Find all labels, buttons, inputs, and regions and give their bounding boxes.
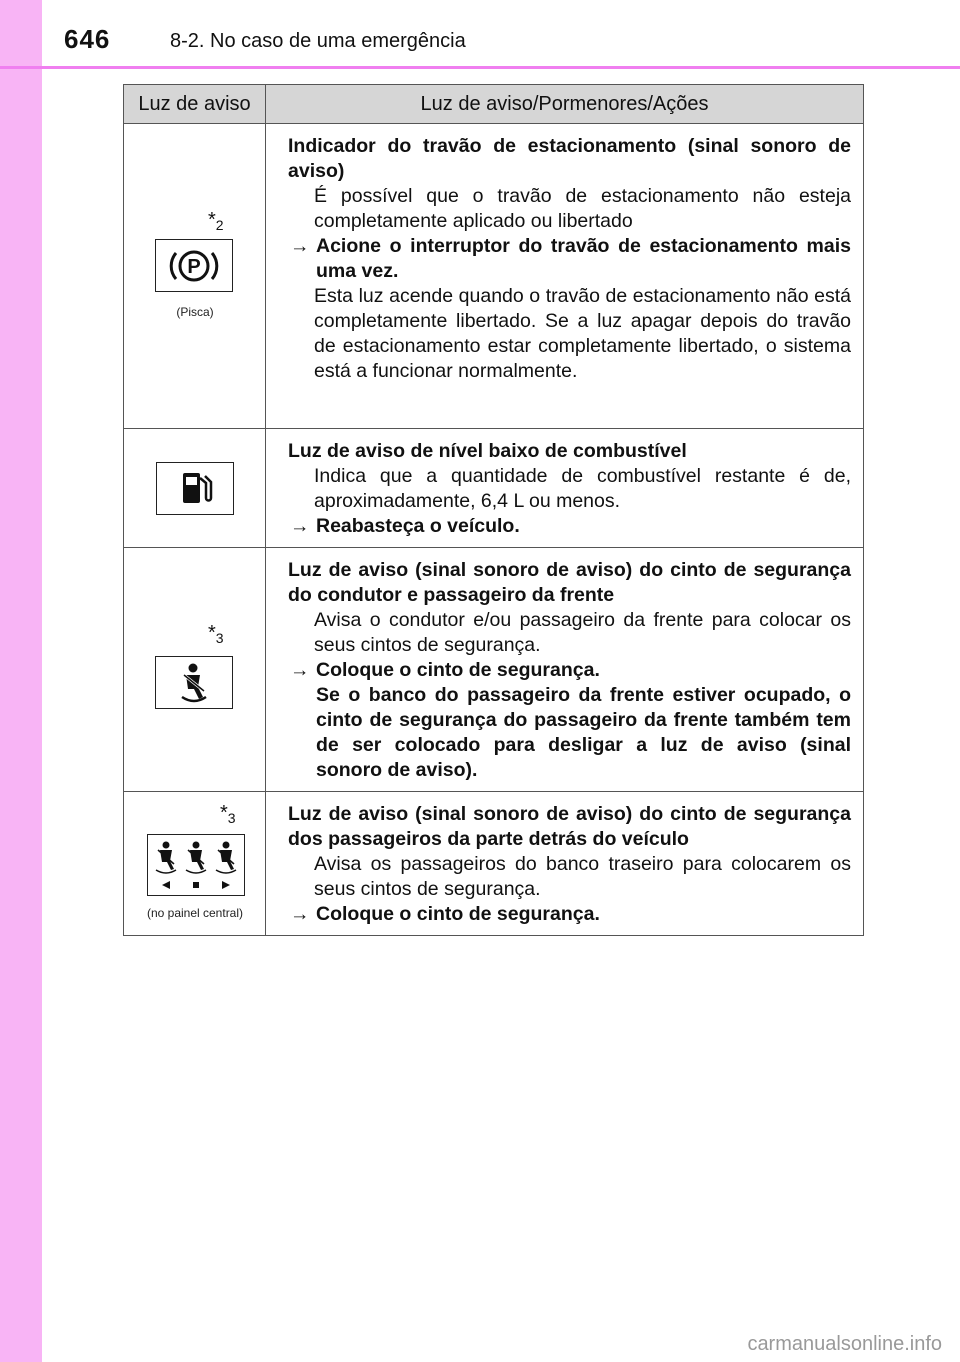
footnote-marker: $*_2$ <box>208 209 224 233</box>
row-body: É possível que o travão de estacionamento não esteja completamente aplicado ou libertado <box>314 185 851 232</box>
page-number: 646 <box>64 24 111 54</box>
arrow-icon: → <box>290 515 310 537</box>
table-header-row <box>124 85 864 124</box>
fuel-pump-icon <box>156 462 234 515</box>
icon-cell <box>124 792 266 936</box>
icon-caption: (no painel central) <box>146 905 244 920</box>
row-note: Se o banco do passageiro da frente estiver ocupado, o cinto de segurança do passageiro da frente também tem de ser colocado para desligar a luz de aviso (sinal sonoro de aviso). <box>316 684 851 781</box>
footnote-marker: $*_3$ <box>208 621 224 646</box>
icon-caption: (Pisca) <box>176 305 214 319</box>
row-body: Indica que a quantidade de combustível restante é de, aproximadamente, 6,4 L ou menos. <box>314 465 851 512</box>
details-cell <box>266 548 864 792</box>
arrow-icon: → <box>290 235 310 257</box>
row-action: → Coloque o cinto de segurança. <box>290 659 600 681</box>
details-cell <box>266 792 864 936</box>
row-body: Avisa o condutor e/ou passageiro da frente para colocar os seus cintos de segurança. <box>314 609 851 656</box>
section-title: 8-2. No caso de uma emergência <box>170 30 466 52</box>
icon-cell <box>124 548 266 792</box>
row-title: Luz de aviso (sinal sonoro de aviso) do cinto de segurança dos passageiros da parte detrás do veículo <box>288 803 851 850</box>
row-title: Indicador do travão de estacionamento (sinal sonoro de aviso) <box>288 135 851 182</box>
parking-brake-icon <box>155 239 233 292</box>
side-tab-band <box>0 0 42 1362</box>
rear-seatbelt-icon <box>147 834 245 896</box>
watermark: carmanualsonline.info <box>747 1333 942 1355</box>
row-title: Luz de aviso (sinal sonoro de aviso) do cinto de segurança do condutor e passageiro da frente <box>288 559 851 606</box>
table-row <box>124 792 864 936</box>
arrow-icon: → <box>290 903 310 925</box>
row-action: → Reabasteça o veículo. <box>290 515 520 537</box>
details-cell <box>266 429 864 548</box>
table-row <box>124 124 864 429</box>
row-action: → Acione o interruptor do travão de estacionamento mais uma vez. <box>290 235 851 282</box>
seatbelt-icon <box>155 656 233 709</box>
row-title: Luz de aviso de nível baixo de combustível <box>288 440 687 462</box>
col-header-details: Luz de aviso/Pormenores/Ações <box>266 85 864 124</box>
arrow-icon: → <box>290 659 310 681</box>
row-body: Avisa os passageiros do banco traseiro para colocarem os seus cintos de segurança. <box>314 853 851 900</box>
svg-text:P: P <box>187 255 201 278</box>
icon-cell <box>124 124 266 429</box>
row-action: → Coloque o cinto de segurança. <box>290 903 600 925</box>
table-row <box>124 548 864 792</box>
footnote-marker: $*_3$ <box>220 801 236 826</box>
details-cell <box>266 124 864 429</box>
warning-lights-table <box>123 84 864 936</box>
icon-cell <box>124 429 266 548</box>
table-row <box>124 429 864 548</box>
header-rule <box>0 66 960 69</box>
row-extra: Esta luz acende quando o travão de estacionamento não está completamente libertado. Se a luz apagar depois do travão de estacionamento estar completamente libertado, o sistema está a funcionar normalmente. <box>314 285 851 382</box>
col-header-light: Luz de aviso <box>124 85 266 124</box>
